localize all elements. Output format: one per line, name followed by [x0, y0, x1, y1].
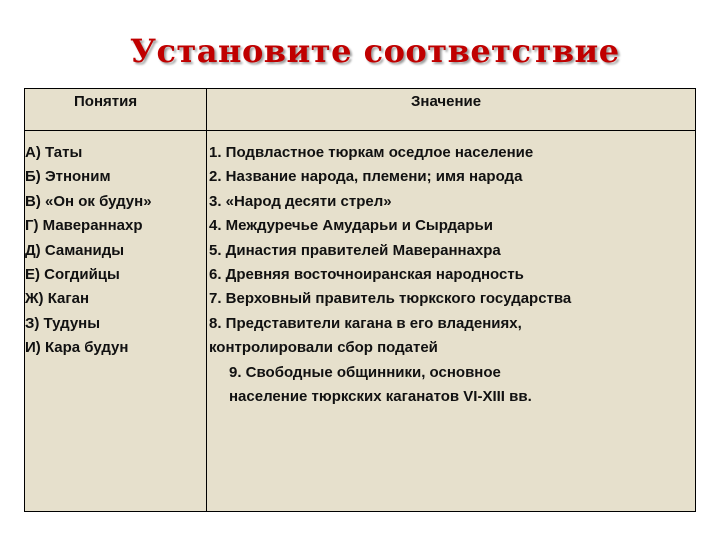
concept-item: Д) Саманиды: [25, 241, 125, 259]
matching-table: [24, 88, 696, 512]
concept-item: В) «Он ок будун»: [25, 192, 152, 210]
concept-item: И) Кара будун: [25, 339, 129, 357]
meaning-item: 3. «Народ десяти стрел»: [209, 192, 392, 210]
concept-item: Ж) Каган: [25, 290, 90, 308]
meaning-item: 1. Подвластное тюркам оседлое население: [209, 144, 534, 161]
concept-item: Е) Согдийцы: [25, 266, 120, 284]
meaning-item-continuation: население тюркских каганатов VI-XIII вв.: [229, 388, 532, 406]
slide-title: Установите соответствие: [130, 32, 620, 70]
concept-item: Г) Мавераннахр: [25, 217, 143, 235]
header-divider: [25, 130, 695, 131]
concept-item: А) Таты: [25, 144, 83, 161]
meaning-item: 9. Свободные общинники, основное: [229, 363, 501, 381]
meaning-item: 4. Междуречье Амударьи и Сырдарьи: [209, 217, 493, 235]
concept-item: З) Тудуны: [25, 314, 101, 332]
meaning-item: 2. Название народа, племени; имя народа: [209, 168, 523, 186]
meaning-item: 5. Династия правителей Мавераннахра: [209, 241, 501, 259]
meaning-item: 8. Представители кагана в его владениях,: [209, 314, 522, 332]
meanings-list: [209, 141, 571, 409]
meaning-item-continuation: контролировали сбор податей: [209, 339, 438, 357]
header-meaning: Значение: [411, 93, 482, 110]
column-divider: [206, 89, 207, 511]
meaning-item: 7. Верховный правитель тюркского государства: [209, 290, 572, 308]
concepts-list: [25, 141, 152, 361]
header-concepts: Понятия: [74, 93, 138, 110]
concept-item: Б) Этноним: [25, 168, 111, 186]
meaning-item: 6. Древняя восточноиранская народность: [209, 266, 524, 284]
